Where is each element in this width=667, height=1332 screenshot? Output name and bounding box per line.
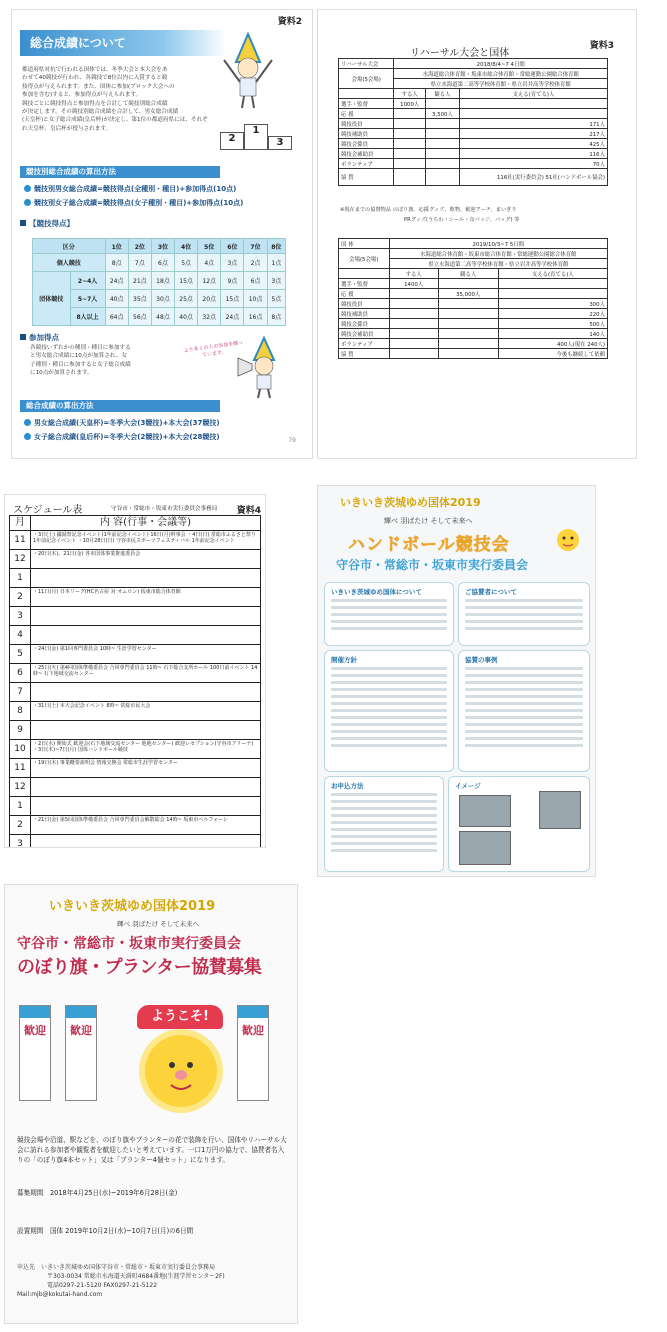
document-page-3 [5, 495, 265, 847]
intro-text: 都道府県対抗で行われる国体では、冬季大会と本大会をあ わせて40競技が行われ、各競技で8位以内に入賞すると競 技得点が与えられます。また、国体に参加(ブロック大会への 参加を含む)すると、参加得点が与えられます。 競技ごとに競技得点と参加得点を合計して競技別総合成績 が決定します。その競技別総合成績を合計して、男女総合成績 (天皇杯)と女子総合成績(皇后杯)が決定し、第1位の都道府県には、それぞ れ天皇杯、皇后杯が授与されます。 [22, 67, 208, 132]
mascot-illustration [218, 32, 278, 112]
sun-mascot-icon [552, 524, 584, 556]
rehearsal-table: リハーサル大会 2018/8/4~7 4日間 会場(5会場) 水海道総合体育館・坂東市総合体育館・常総運動公園総合体育館 県立水海道第二高等学校体育館・県立岩井高等学校体育館 する人 観る人 支える(育てる)人 選手・監督 1000人 応 援 3,500人 競技役員 171人 競技補助員 217人 競技会係員 425人 競技会補助員 116人 ボランティア 70人 協 賛 116社(実行委員会) 51社(ハンドボール協会) [338, 58, 608, 186]
contact-email-link[interactable]: Mail:mjb@kokutai-hand.com [17, 1291, 103, 1298]
section-banner: 総合成績について [20, 30, 226, 56]
table-row: 競技会補助員 116人 [339, 149, 608, 159]
formula-emperor-cup: 男女総合成績(天皇杯)=冬季大会(3競技)+本大会(37競技) [24, 418, 220, 428]
table-row: 11 ・3日(土) 國湯祭記念イベント(1年前記念イベント) 16日(月)幹事会 ・4日(日) 常総市ふるさと祭り 1年前記念イベント ・10月28日(日) 守谷市民スポーツフェスティバル 1年前記念イベント [10, 531, 261, 550]
table-row: 協 賛 116社(実行委員会) 51社(ハンドボール協会) [339, 169, 608, 186]
table-row: 8 ・31日(土) 本大会記念イベント 8時~ 常総市民大会 [10, 702, 261, 721]
square-bullet-icon [20, 220, 26, 226]
table-row: 選手・監督 1000人 [339, 99, 608, 109]
sample-photo [459, 831, 511, 865]
bullet-icon [24, 185, 31, 192]
bullet-icon [24, 433, 31, 440]
table-row: 3 [10, 835, 261, 848]
table-row: 2 ・21日(金) 第5回国体準備委員会 合同専門委員会解散総会 14時~ 坂東市ベルフォーレ [10, 816, 261, 835]
table-header-row: 区分 1位 2位 3位 4位 5位 6位 7位 8位 [33, 239, 286, 254]
points-table-heading: 【競技得点】 [20, 218, 74, 229]
sheet-number: 資料4 [236, 506, 261, 516]
table-row: 競技会補助員 140人 [339, 329, 608, 339]
square-bullet-icon [20, 334, 26, 340]
table-row: 3 [10, 607, 261, 626]
table-row: 競技役員 300人 [339, 299, 608, 309]
application-box: お申込方法 [324, 776, 444, 872]
table-row: 12 [10, 778, 261, 797]
participation-text: 各競技いずれかの種別・種目に参加する と男女総合成績に10点が加算され、女 子種別・種目に参加すると女子総合成績 に10点が加算されます。 [30, 345, 131, 377]
welcome-sign: ようこそ! [137, 1005, 223, 1029]
document-page-1 [12, 10, 312, 458]
sample-photo [539, 791, 581, 829]
image-box: イメージ [448, 776, 590, 872]
podium-illustration [220, 110, 292, 150]
flyer-organizer: 守谷市・常総市・坂東市実行委員会 [17, 936, 241, 952]
participation-heading: 参加得点 [20, 332, 59, 343]
sponsor-note-2: PRグッズ(うちわ・シール・缶バッジ、バッグ) 等 [404, 217, 520, 223]
table-row: 団体競技 2~4人 24点 21点 18点 15点 12点 9点 6点 3点 [33, 272, 286, 290]
document-page-4-brochure [318, 486, 595, 876]
points-table [32, 238, 286, 326]
table-row: 選手・監督 1400人 [339, 279, 608, 289]
document-page-2 [318, 10, 636, 458]
table-row: 競技会係員 500人 [339, 319, 608, 329]
banner-flag-illustration: 歓迎 [19, 1005, 51, 1101]
sheet-number: 資料3 [589, 41, 614, 51]
flyer-title: のぼり旗・プランター協賛募集 [17, 957, 262, 978]
table-row: 9 [10, 721, 261, 740]
table-row: 個人競技 8点 7点 6点 5点 4点 3点 2点 1点 [33, 254, 286, 272]
bullet-icon [24, 419, 31, 426]
table-row: 12 ・20日(木)、21日(金) 各市国体事業推進委員会 [10, 550, 261, 569]
contact-info: 申込先 いきいき茨城ゆめ国体守谷市・常総市・坂東市実行委員会事務局 〒303-0034 常総市水海道天満町4684番地(生涯学習センター2F) 電話0297-21-5120 FAX0297-21-5122 Mail:mjb@kokutai-hand.com [17, 1264, 225, 1298]
brochure-subtitle: 守谷市・常総市・坂東市実行委員会 [336, 558, 529, 572]
speech-bubble-text: より多くの人の参加を願っています。 [183, 339, 244, 359]
page-number: 79 [288, 437, 296, 444]
table-header-row: 月 内 容(行事・会議等) [10, 516, 261, 531]
flyer-description: 競技会場や沿道、駅などを、のぼり旗やプランターの花で装飾を行い、国体やリハーサル大会に訪れる参加者や観覧者を歓迎したいと考えています。一口1万円の協力で、協賛者名入りの「のぼり旗4本セット」又は「プランター4個セット」になります。 [17, 1136, 287, 1164]
podium-second: 2 [220, 132, 244, 150]
table-row: 6 ・25日(火) 第4回国体準備委員会 合同専門委員会 11時~ 石下総合支所ホール 100日前イベント 14時~ 石下地域交流センター [10, 664, 261, 683]
formula-women: 競技別女子総合成績=競技得点(女子種別・種目)+参加得点(10点) [24, 198, 243, 208]
sample-photo [459, 795, 511, 827]
table-row: 協 賛 今後も継続して依頼 [339, 349, 608, 359]
document-page-5-flyer [5, 885, 297, 1323]
sheet-number: 資料2 [277, 17, 302, 27]
formula-mixed: 競技別男女総合成績=競技得点(全種別・種目)+参加得点(10点) [24, 184, 236, 194]
table-row: 1 [10, 797, 261, 816]
brochure-title: ハンドボール競技会 [348, 535, 510, 555]
table-row: 応 援 35,000人 [339, 289, 608, 299]
sponsor-info-box: ご協賛者について [458, 582, 590, 646]
banner-flag-illustration: 歓迎 [65, 1005, 97, 1101]
table-row: 2 ・11日(月) 日本リーグ(HC名古屋 対 オムロン) 坂東市総合体育館 [10, 588, 261, 607]
table-row: 5 ・24日(金) 第1回専門委員会 10時~ 生涯学習センター [10, 645, 261, 664]
schedule-table [9, 515, 261, 847]
page-subtitle: 守谷市・常総市・坂東市実行委員会事務局 [111, 506, 218, 512]
section-heading-overall-scores: 総合成績の算出方法 [20, 400, 220, 412]
podium-first: 1 [244, 124, 268, 150]
banner-flag-illustration: 歓迎 [237, 1005, 269, 1101]
table-row: 競技補助員 217人 [339, 129, 608, 139]
recruit-period: 募集期間 2018年4月25日(水)~2019年6月28日(金) [17, 1189, 178, 1197]
mascot-megaphone-illustration [236, 336, 286, 400]
table-row: ボランティア 70人 [339, 159, 608, 169]
podium-third: 3 [268, 136, 292, 150]
policy-box: 開催方針 [324, 650, 454, 772]
event-logo: いきいき茨城ゆめ国体2019 [340, 496, 481, 509]
kokutai-table: 国 体 2019/10/3~7 5日間 会場(5会場) 水海道総合体育館・坂東市総合体育館・常総運動公園総合体育館 県立水海道第二高等学校体育館・県立岩井高等学校体育館 する人 観る人 支える(育てる)人 選手・監督 1400人 応 援 35,000人 競技役員 300人 競技補助員 220人 競技会係員 500人 競技会補助員 140人 ボランティア 400人(現在 240人) 協 賛 今後も継続して依頼 [338, 238, 608, 359]
formula-empress-cup: 女子総合成績(皇后杯)=冬季大会(2競技)+本大会(28競技) [24, 432, 220, 442]
sponsor-note: ※現在までの協賛物品 のぼり旗、応援グッズ、飲物、歓迎アーチ、まいぎり [340, 207, 517, 213]
table-row: 競技補助員 220人 [339, 309, 608, 319]
display-period: 設置期間 国体 2019年10月2日(水)~10月7日(月)の6日間 [17, 1227, 194, 1235]
table-row: 4 [10, 626, 261, 645]
table-row: 競技役員 171人 [339, 119, 608, 129]
table-row: 応 援 3,500人 [339, 109, 608, 119]
page-title: リハーサル大会と国体 [410, 48, 510, 59]
event-slogan: 輝べ 羽ばたけ そして未来へ [384, 517, 473, 525]
bullet-icon [24, 199, 31, 206]
table-row: 5~7人 40点 35点 30点 25点 20点 15点 10点 5点 [33, 290, 286, 308]
page-title: スケジュール表 [13, 505, 83, 516]
table-row: 競技会係員 425人 [339, 139, 608, 149]
table-row: 1 [10, 569, 261, 588]
section-heading-event-scores: 競技別総合成績の算出方法 [20, 166, 220, 178]
table-row: 10 ・2日(水) 開始式 歓迎会(石下地域交流センター 他地センター) 歓迎レセプション(守谷市アリーナ) ・3日(木)~7日(月) 国体ハンドボール競技 [10, 740, 261, 759]
event-slogan: 輝べ 羽ばたけ そして未来へ [117, 920, 200, 928]
table-row: 11 ・19日(木) 事業概要説明会 情報交換会 常総市生涯学習センター [10, 759, 261, 778]
table-row: 7 [10, 683, 261, 702]
event-logo: いきいき茨城ゆめ国体2019 [49, 899, 216, 914]
about-box: いきいき茨城ゆめ国体について [324, 582, 454, 646]
table-row: 8人以上 64点 56点 48点 40点 32点 24点 16点 8点 [33, 308, 286, 326]
mascot-face-icon [145, 1035, 217, 1107]
table-row: ボランティア 400人(現在 240人) [339, 339, 608, 349]
sponsor-examples-box: 協賛の事例 [458, 650, 590, 772]
